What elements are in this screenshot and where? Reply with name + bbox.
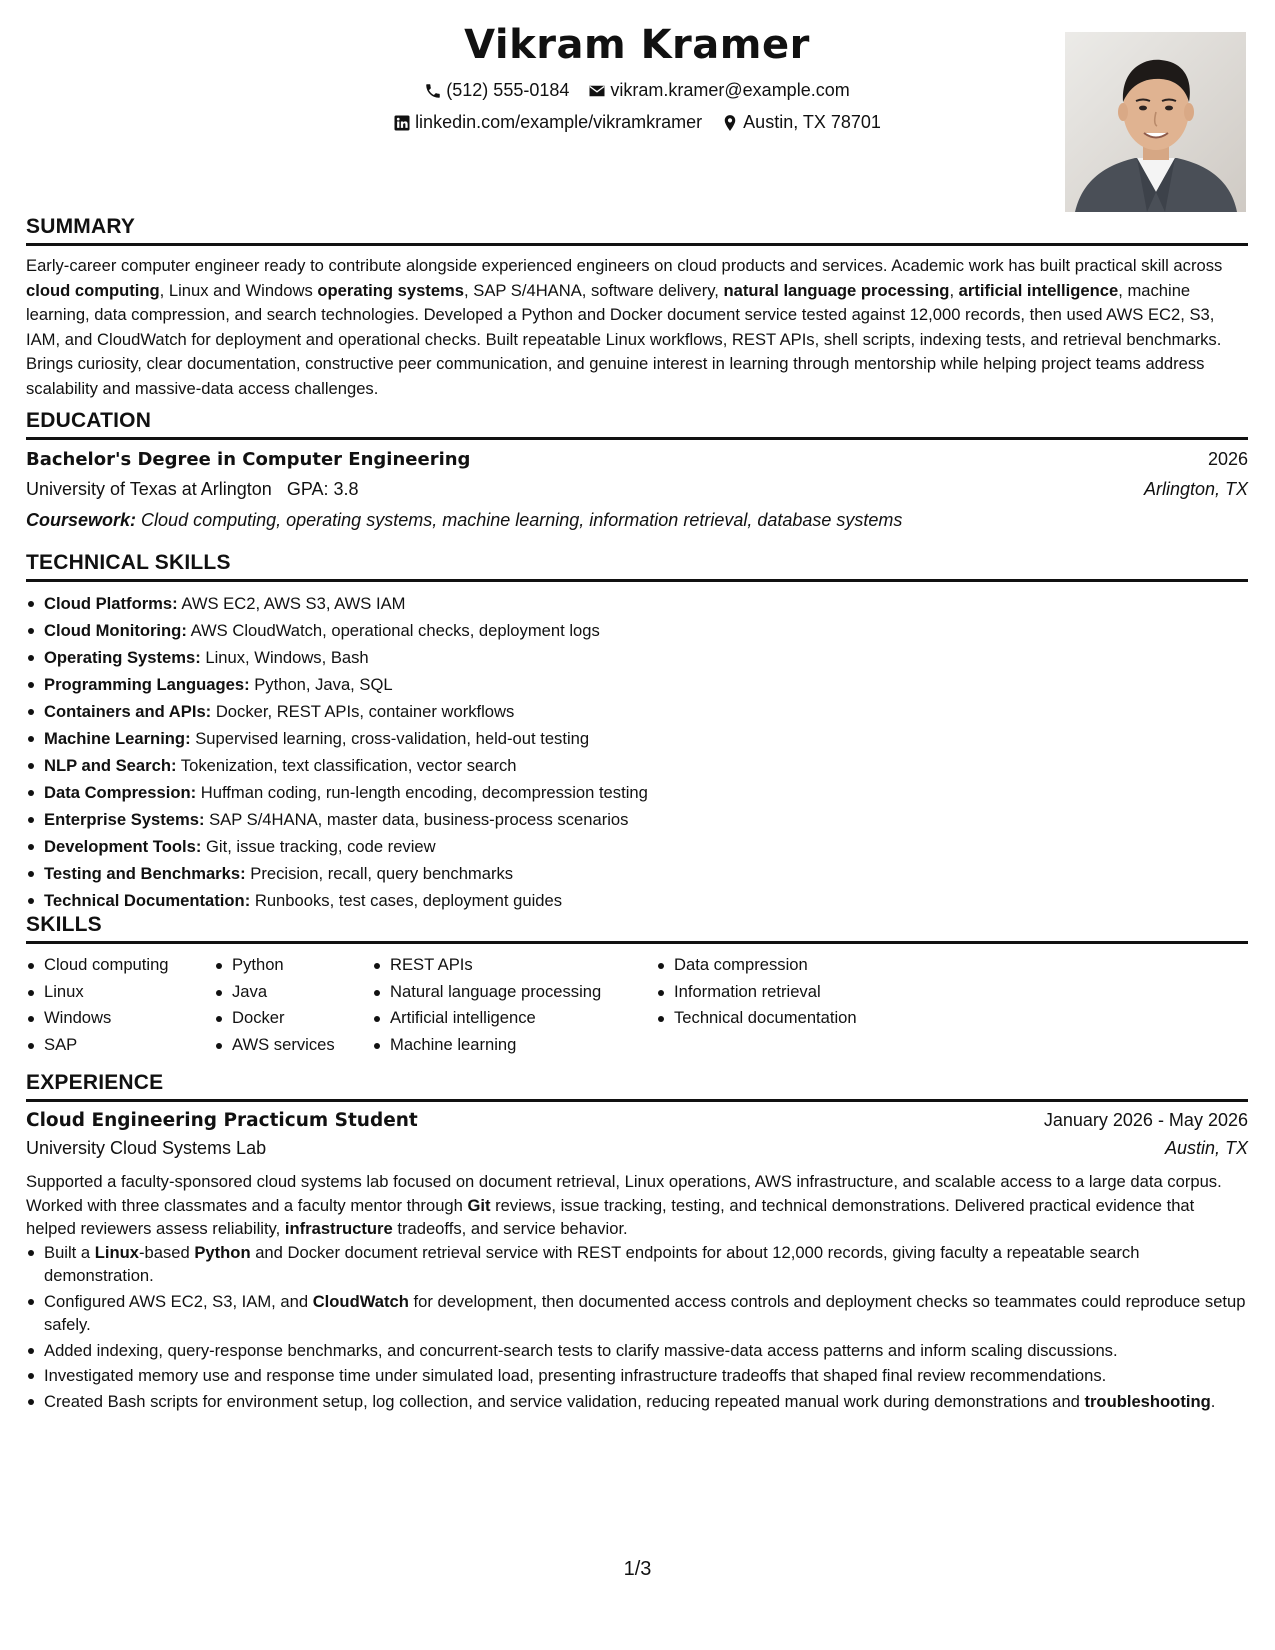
linkedin-text: linkedin.com/example/vikramkramer [415,112,703,132]
experience-description: Supported a faculty-sponsored cloud systems lab focused on document retrieval, Linux operations, AWS infrastructure, and scalable access to a large data corpus. Worked with three classmates and a faculty mentor through Git reviews, issue tracking, testing, and technical demonstrations. Delivered practical evidence that helped reviewers assess reliability, infrastructure tradeoffs, and service behavior. [26,1172,1222,1238]
phone-text: (512) 555-0184 [446,80,570,100]
technical-skills-section [26,551,1248,914]
job-title: Cloud Engineering Practicum Student [26,1110,418,1131]
technical-skills-list [26,590,1248,914]
linkedin-contact[interactable] [393,112,702,133]
list-item: Added indexing, query-response benchmarks, and concurrent-search tests to clarify massive-data access patterns and inform scaling discussions. [26,1339,1248,1363]
email-text: vikram.kramer@example.com [610,80,850,100]
list-item: Development Tools: Git, issue tracking, code review [26,833,1248,860]
skills-heading: SKILLS [26,913,1248,944]
list-item: Machine Learning: Supervised learning, cross-validation, held-out testing [26,725,1248,752]
list-item: Testing and Benchmarks: Precision, recall, query benchmarks [26,860,1248,887]
list-item: Data compression [656,952,956,979]
list-item: Windows [26,1005,214,1032]
education-degree-row [26,449,1248,479]
graduation-year: 2026 [1207,449,1248,469]
list-item: Enterprise Systems: SAP S/4HANA, master data, business-process scenarios [26,806,1248,833]
education-school-row [26,479,1248,509]
candidate-name: Vikram Kramer [464,22,810,68]
email-contact[interactable] [588,80,849,101]
organization-name: University Cloud Systems Lab [26,1138,267,1158]
list-item: Docker [214,1005,372,1032]
envelope-icon [588,82,606,100]
list-item: Information retrieval [656,979,956,1006]
portrait-illustration [1065,32,1246,212]
experience-title-row [26,1108,1248,1138]
list-item: REST APIs [372,952,656,979]
list-item: Programming Languages: Python, Java, SQL [26,671,1248,698]
coursework-list: Cloud computing, operating systems, machine learning, information retrieval, database systems [141,510,903,530]
list-item: Machine learning [372,1032,656,1059]
list-item: Containers and APIs: Docker, REST APIs, container workflows [26,698,1248,725]
coursework-label: Coursework: [26,510,137,530]
list-item: Artificial intelligence [372,1005,656,1032]
list-item: SAP [26,1032,214,1059]
summary-heading: SUMMARY [26,215,1248,246]
experience-heading: EXPERIENCE [26,1071,1248,1102]
education-heading: EDUCATION [26,409,1248,440]
summary-text: Early-career computer engineer ready to contribute alongside experienced engineers on cloud products and services. Academic work has built practical skill across cloud computing, Linux and Windows operating systems, SAP S/4HANA, software delivery, natural language processing, artificial intelligence, machine learning, data compression, and search technologies. Developed a Python and Docker document service tested against 12,000 records, then used AWS EC2, S3, IAM, and CloudWatch for deployment and operational checks. Built repeatable Linux workflows, REST APIs, shell scripts, indexing tests, and retrieval benchmarks. Brings curiosity, clear documentation, constructive peer communication, and genuine interest in learning through mentorship while helping project teams address scalability and massive-data access challenges. [26,256,1223,398]
skills-column-2 [214,952,372,1058]
skills-grid [26,952,1248,1058]
location-text: Austin, TX 78701 [743,112,881,132]
summary-section [26,215,1248,401]
list-item: Configured AWS EC2, S3, IAM, and CloudWatch for development, then documented access controls and deployment checks so teammates could reproduce setup safely. [26,1290,1248,1337]
job-location: Austin, TX [1164,1138,1248,1158]
gpa: GPA: 3.8 [286,479,359,499]
phone-contact[interactable] [424,80,569,101]
list-item: Technical documentation [656,1005,956,1032]
skills-column-1 [26,952,214,1058]
list-item: Technical Documentation: Runbooks, test cases, deployment guides [26,887,1248,914]
list-item: Created Bash scripts for environment setup, log collection, and service validation, reducing repeated manual work during demonstrations and troubleshooting. [26,1390,1248,1414]
resume-header [26,22,1248,212]
list-item: Cloud Monitoring: AWS CloudWatch, operational checks, deployment logs [26,617,1248,644]
school-name: University of Texas at Arlington [26,479,272,499]
skills-column-3 [372,952,656,1058]
list-item: Cloud computing [26,952,214,979]
linkedin-icon [393,114,411,132]
school-info [26,479,359,500]
page-number: 1/3 [623,1558,652,1580]
list-item: Operating Systems: Linux, Windows, Bash [26,644,1248,671]
map-pin-icon [721,114,739,132]
list-item: NLP and Search: Tokenization, text classification, vector search [26,752,1248,779]
list-item: Natural language processing [372,979,656,1006]
school-location: Arlington, TX [1143,479,1248,499]
job-dates: January 2026 - May 2026 [1043,1110,1248,1130]
list-item: Cloud Platforms: AWS EC2, AWS S3, AWS IAM [26,590,1248,617]
experience-bullets [26,1241,1248,1414]
degree-title: Bachelor's Degree in Computer Engineering [26,449,471,470]
education-section [26,409,1248,531]
list-item: Investigated memory use and response time under simulated load, presenting infrastructure tradeoffs that shaped final review recommendations. [26,1364,1248,1388]
technical-skills-heading: TECHNICAL SKILLS [26,551,1248,582]
list-item: Built a Linux-based Python and Docker document retrieval service with REST endpoints for about 12,000 records, giving faculty a repeatable search demonstration. [26,1241,1248,1288]
skills-section [26,913,1248,1058]
list-item: Python [214,952,372,979]
list-item: Linux [26,979,214,1006]
skills-column-4 [656,952,956,1058]
profile-photo [1065,32,1246,212]
location-contact [721,112,881,133]
list-item: Data Compression: Huffman coding, run-length encoding, decompression testing [26,779,1248,806]
experience-org-row [26,1138,1248,1168]
list-item: Java [214,979,372,1006]
experience-section [26,1071,1248,1415]
list-item: AWS services [214,1032,372,1059]
phone-icon [424,82,442,100]
coursework [26,510,1248,531]
